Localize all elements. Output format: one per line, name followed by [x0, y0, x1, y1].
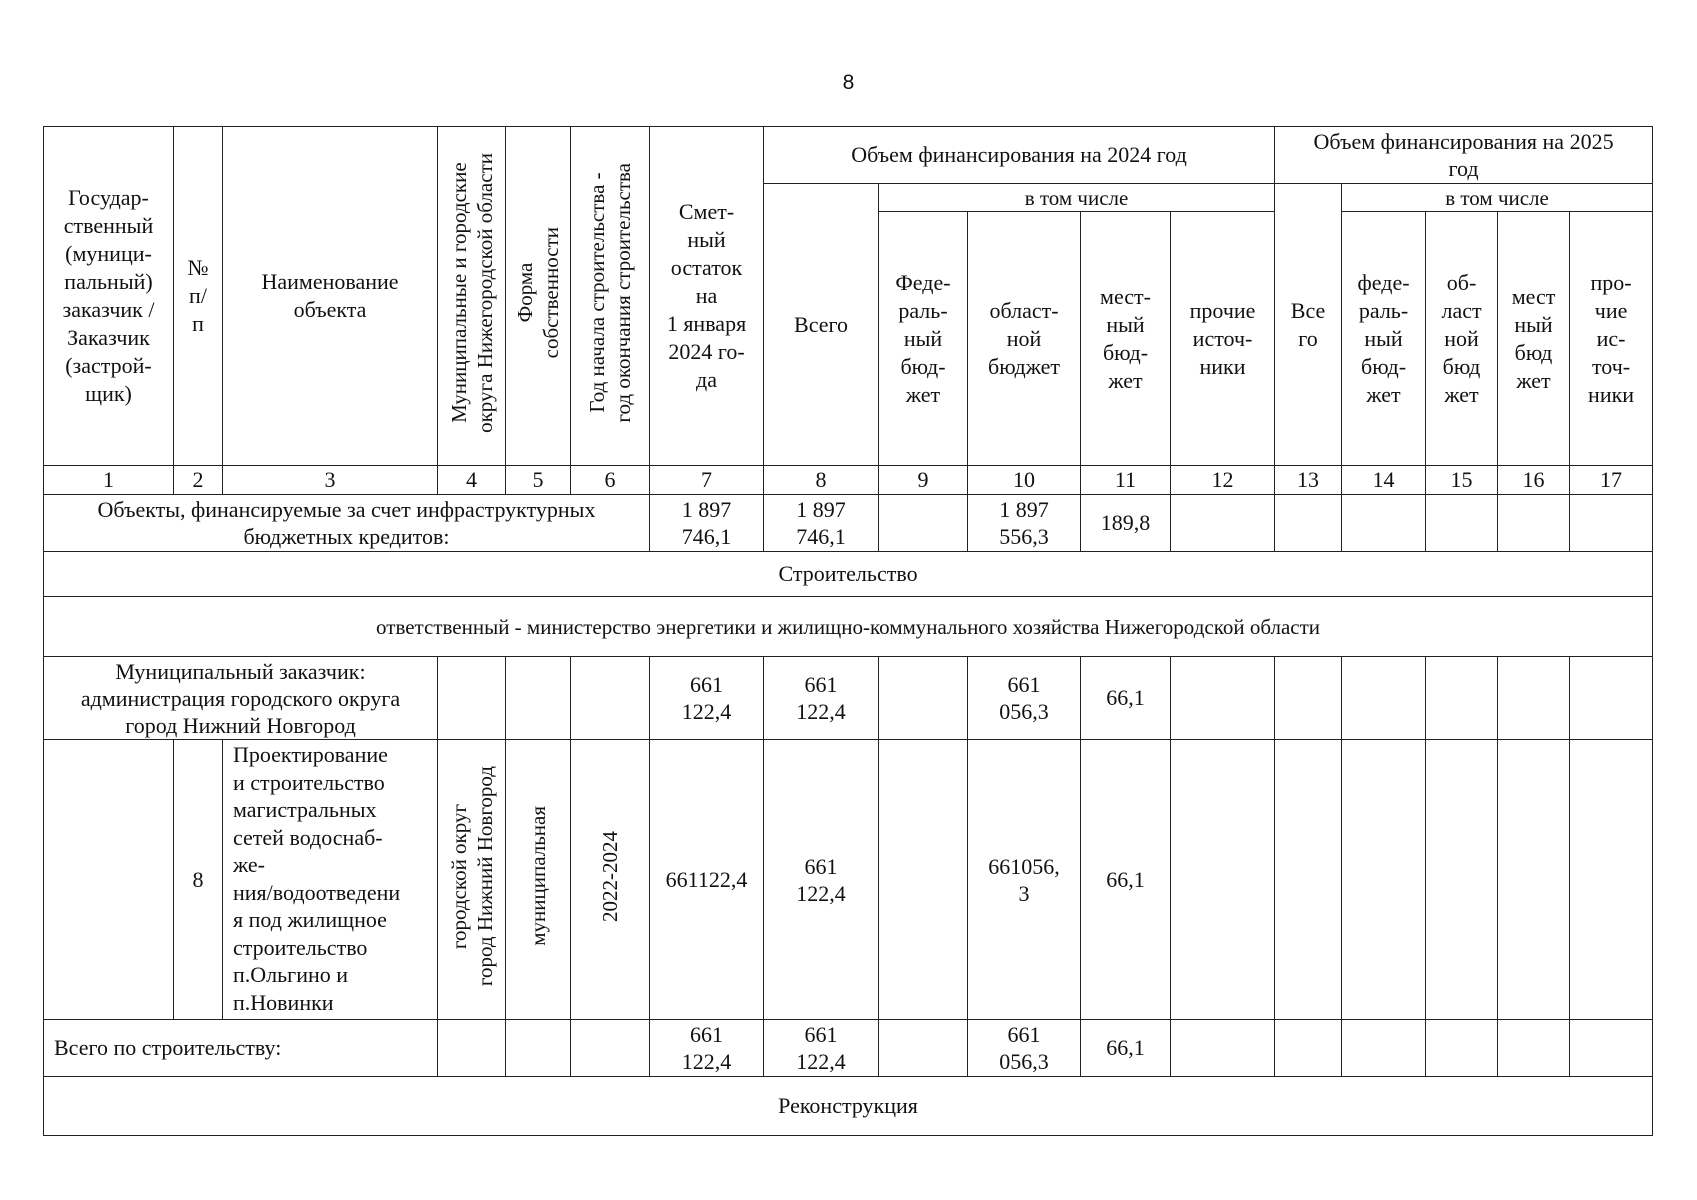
column-number: 13 — [1275, 466, 1342, 495]
column-number: 6 — [571, 466, 650, 495]
header-object-name: Наименование объекта — [223, 127, 438, 466]
total-estimated-balance: 661 122,4 — [650, 1020, 764, 1077]
header-local-2024: мест- ный бюд- жет — [1081, 212, 1171, 466]
header-number: № п/ п — [174, 127, 223, 466]
column-number: 7 — [650, 466, 764, 495]
section-reconstruction: Реконструкция — [44, 1077, 1653, 1136]
column-number: 10 — [968, 466, 1081, 495]
header-financing-2025: Объем финансирования на 2025 год — [1275, 127, 1653, 184]
header-regional-2024: област- ной бюджет — [968, 212, 1081, 466]
page-number: 8 — [842, 71, 855, 94]
header-total-2025: Все го — [1275, 184, 1342, 466]
header-years: Год начала строительства - год окончания строительства — [571, 127, 650, 466]
column-number: 15 — [1426, 466, 1498, 495]
object-number: 8 — [174, 740, 223, 1020]
header-federal-2025: феде- раль- ный бюд- жет — [1342, 212, 1426, 466]
header-customer: Государ- ственный (муници- пальный) заказчик / Заказчик (застрой- щик) — [44, 127, 174, 466]
column-number: 14 — [1342, 466, 1426, 495]
object-total-2024: 661 122,4 — [764, 740, 879, 1020]
header-federal-2024: Феде- раль- ный бюд- жет — [879, 212, 968, 466]
table-row-customer — [44, 657, 1653, 740]
column-number: 5 — [506, 466, 571, 495]
responsible-ministry: ответственный - министерство энергетики и жилищно-коммунального хозяйства Нижегородской области — [44, 597, 1653, 657]
infrastructure-total-2024: 1 897 746,1 — [764, 495, 879, 552]
total-regional-2024: 661 056,3 — [968, 1020, 1081, 1077]
column-number: 2 — [174, 466, 223, 495]
column-number: 16 — [1498, 466, 1570, 495]
header-estimated-balance: Смет- ный остаток на 1 января 2024 го- да — [650, 127, 764, 466]
object-local-2024: 66,1 — [1081, 740, 1171, 1020]
infrastructure-federal-2024 — [879, 495, 968, 552]
column-number: 12 — [1171, 466, 1275, 495]
customer-regional-2024: 661 056,3 — [968, 657, 1081, 740]
header-districts: Муниципальные и городские округа Нижегородской области — [438, 127, 506, 466]
infrastructure-local-2024: 189,8 — [1081, 495, 1171, 552]
column-number: 11 — [1081, 466, 1171, 495]
total-local-2024: 66,1 — [1081, 1020, 1171, 1077]
column-number: 17 — [1570, 466, 1653, 495]
table-row-total — [44, 1020, 1653, 1077]
header-other-2024: прочие источ- ники — [1171, 212, 1275, 466]
header-ownership: Форма собственности — [506, 127, 571, 466]
header-financing-2024: Объем финансирования на 2024 год — [764, 127, 1275, 184]
header-regional-2025: об- ласт ной бюд жет — [1426, 212, 1498, 466]
object-ownership: муниципальная — [506, 740, 571, 1020]
object-estimated-balance: 661122,4 — [650, 740, 764, 1020]
table-row-infrastructure — [44, 495, 1653, 552]
financing-table — [43, 126, 1653, 1136]
header-other-2025: про- чие ис- точ- ники — [1570, 212, 1653, 466]
customer-estimated-balance: 661 122,4 — [650, 657, 764, 740]
header-total-2024: Всего — [764, 184, 879, 466]
total-total-2024: 661 122,4 — [764, 1020, 879, 1077]
infrastructure-regional-2024: 1 897 556,3 — [968, 495, 1081, 552]
header-including-2025: в том числе — [1342, 184, 1653, 212]
customer-local-2024: 66,1 — [1081, 657, 1171, 740]
header-local-2025: мест ный бюд жет — [1498, 212, 1570, 466]
table-row-object — [44, 740, 1653, 1020]
object-name: Проектирование и строительство магистральных сетей водоснаб- же- ния/водоотведени я под жилищное строительство п.Ольгино и п.Новинки — [223, 740, 438, 1020]
total-label: Всего по строительству: — [44, 1020, 438, 1077]
column-number: 8 — [764, 466, 879, 495]
object-years: 2022-2024 — [571, 740, 650, 1020]
object-district: городской округ город Нижний Новгород — [438, 740, 506, 1020]
column-number: 1 — [44, 466, 174, 495]
customer-label: Муниципальный заказчик: администрация городского округа город Нижний Новгород — [44, 657, 438, 740]
header-including-2024: в том числе — [879, 184, 1275, 212]
column-number: 3 — [223, 466, 438, 495]
infrastructure-estimated-balance: 1 897 746,1 — [650, 495, 764, 552]
column-number: 4 — [438, 466, 506, 495]
customer-total-2024: 661 122,4 — [764, 657, 879, 740]
section-construction: Строительство — [44, 552, 1653, 597]
object-regional-2024: 661056, 3 — [968, 740, 1081, 1020]
infrastructure-label: Объекты, финансируемые за счет инфраструктурных бюджетных кредитов: — [44, 495, 650, 552]
column-number: 9 — [879, 466, 968, 495]
column-number-row — [44, 466, 1653, 495]
